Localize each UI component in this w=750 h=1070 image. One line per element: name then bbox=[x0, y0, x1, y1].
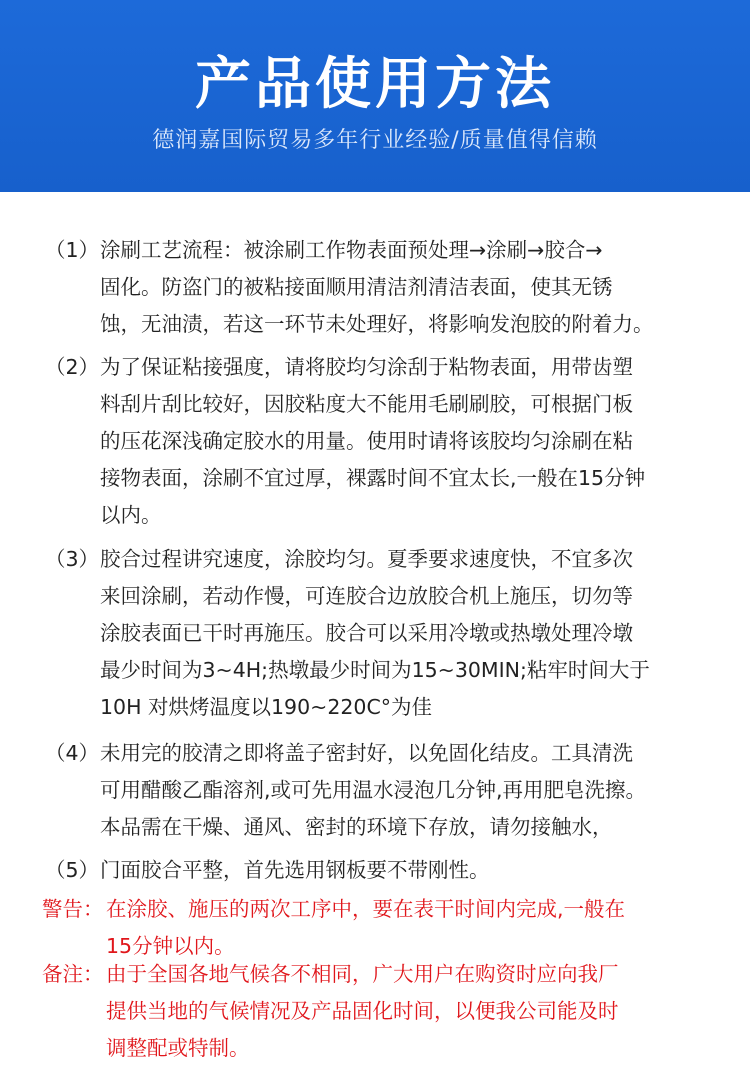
step-text-line: 最少时间为3~4H;热墩最少时间为15~30MIN;粘牢时间大于 bbox=[100, 658, 650, 682]
step-text-line: 以内。 bbox=[100, 503, 162, 527]
remark-note bbox=[42, 956, 619, 1067]
warning-text-line: 15分钟以内。 bbox=[106, 934, 235, 958]
step-3 bbox=[45, 541, 650, 726]
step-text-line: 胶合过程讲究速度，涂胶均匀。夏季要求速度快，不宜多次 bbox=[100, 547, 633, 571]
page-subtitle: 德润嘉国际贸易多年行业经验/质量值得信赖 bbox=[152, 128, 598, 153]
page-title: 产品使用方法 bbox=[195, 52, 555, 117]
step-text-line: 涂刷工艺流程：被涂刷工作物表面预处理→涂刷→胶合→ bbox=[100, 238, 603, 262]
step-text-line: 涂胶表面已干时再施压。胶合可以采用冷墩或热墩处理冷墩 bbox=[100, 621, 633, 645]
step-text-line: 本品需在干燥、通风、密封的环境下存放，请勿接触水， bbox=[100, 815, 613, 839]
step-number: （2） bbox=[45, 355, 100, 379]
warning-note bbox=[42, 891, 626, 965]
step-1 bbox=[45, 232, 654, 343]
step-text-line: 固化。防盗门的被粘接面顺用清洁剂清洁表面，使其无锈 bbox=[100, 275, 613, 299]
warning-text-line: 在涂胶、施压的两次工序中，要在表干时间内完成,一般在 bbox=[106, 897, 626, 921]
usage-instructions bbox=[0, 192, 750, 1070]
header-banner bbox=[0, 0, 750, 192]
step-number: （1） bbox=[45, 238, 100, 262]
step-5 bbox=[45, 852, 490, 889]
step-4 bbox=[45, 735, 647, 846]
step-text-line: 门面胶合平整，首先选用钢板要不带刚性。 bbox=[100, 858, 490, 882]
step-text-line: 可用醋酸乙酯溶剂,或可先用温水浸泡几分钟,再用肥皂洗擦。 bbox=[100, 778, 647, 802]
step-text-line: 来回涂刷，若动作慢，可连胶合边放胶合机上施压，切勿等 bbox=[100, 584, 633, 608]
step-text-line: 蚀，无油渍，若这一环节未处理好，将影响发泡胶的附着力。 bbox=[100, 312, 654, 336]
step-text-line: 的压花深浅确定胶水的用量。使用时请将该胶均匀涂刷在粘 bbox=[100, 429, 633, 453]
step-text-line: 未用完的胶清之即将盖子密封好，以免固化结皮。工具清洗 bbox=[100, 741, 633, 765]
step-2 bbox=[45, 349, 646, 534]
remark-text-line: 由于全国各地气候各不相同，广大用户在购资时应向我厂 bbox=[106, 962, 619, 986]
warning-label: 警告： bbox=[42, 897, 104, 921]
remark-text-line: 调整配或特制。 bbox=[106, 1036, 250, 1060]
step-number: （5） bbox=[45, 858, 100, 882]
remark-text-line: 提供当地的气候情况及产品固化时间，以便我公司能及时 bbox=[106, 999, 619, 1023]
step-number: （3） bbox=[45, 547, 100, 571]
step-text-line: 为了保证粘接强度，请将胶均匀涂刮于粘物表面，用带齿塑 bbox=[100, 355, 633, 379]
remark-label: 备注： bbox=[42, 962, 104, 986]
step-number: （4） bbox=[45, 741, 100, 765]
step-text-line: 10H 对烘烤温度以190~220C°为佳 bbox=[100, 695, 433, 719]
step-text-line: 料刮片刮比较好，因胶粘度大不能用毛刷刷胶，可根据门板 bbox=[100, 392, 633, 416]
step-text-line: 接物表面，涂刷不宜过厚，裸露时间不宜太长,一般在15分钟 bbox=[100, 466, 646, 490]
